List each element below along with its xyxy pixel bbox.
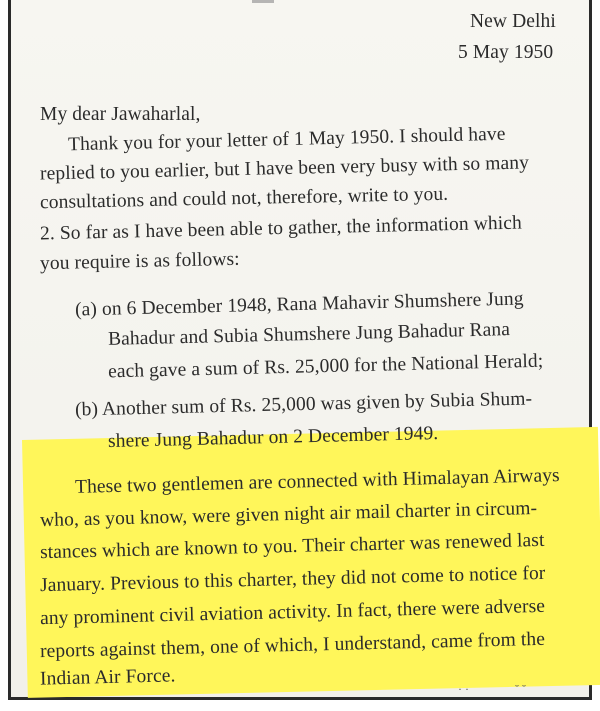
highlighted-line: These two gentlemen are connected with Himalayan Airways (74, 465, 560, 498)
list-item-b-cont: shere Jung Bahadur on 2 December 1949. (107, 422, 439, 453)
body-line: consultations and could not, therefore, write to you. (39, 183, 449, 214)
body-line: you require is as follows: (39, 248, 240, 275)
body-line: Thank you for your letter of 1 May 1950. I should have (67, 123, 506, 156)
highlighted-line: Indian Air Force. (39, 665, 176, 690)
list-item-b: (b) Another sum of Rs. 25,000 was given by Subia Shum- (74, 388, 533, 421)
highlighted-line: stances which are known to you. Their charter was renewed last (39, 529, 545, 564)
highlighted-line: reports against them, one of which, I understand, came from the (39, 628, 546, 663)
list-item-a: (a) on 6 December 1948, Rana Mahavir Shumshere Jung (74, 288, 524, 321)
highlighted-line: who, as you know, were given night air mail charter in circum- (39, 497, 538, 532)
scan-artifact: ˘ ˘ (515, 682, 526, 696)
scan-artifact: · · (458, 682, 469, 696)
highlighted-line: any prominent civil aviation activity. In fact, there were adverse (39, 595, 546, 630)
highlighted-line: January. Previous to this charter, they did not come to notice for (39, 562, 546, 597)
salutation: My dear Jawaharlal, (40, 104, 201, 125)
body-line: 2. So far as I have been able to gather, the information which (39, 212, 523, 245)
letter-place: New Delhi (470, 11, 556, 32)
body-line: replied to you earlier, but I have been very busy with so many (39, 152, 530, 185)
list-item-a-cont: Bahadur and Subia Shumshere Jung Bahadur Rana (107, 319, 511, 350)
letter-date: 5 May 1950 (458, 42, 554, 63)
list-item-a-cont: each gave a sum of Rs. 25,000 for the National Herald; (107, 350, 544, 383)
